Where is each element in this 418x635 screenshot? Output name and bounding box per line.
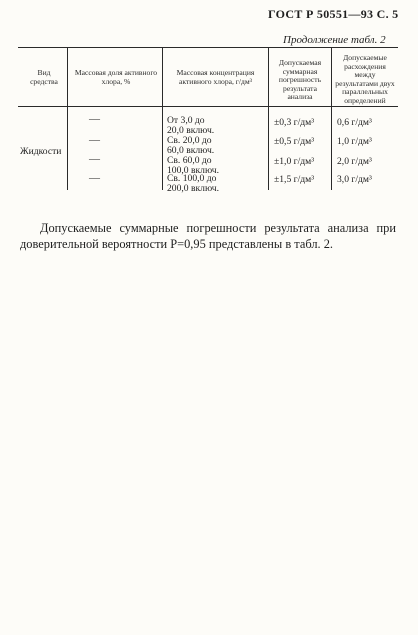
column-header-error: Допускаемая суммарная погрешность результата анализа [278, 58, 322, 102]
share-cell: — [89, 153, 100, 165]
share-cell: — [89, 113, 100, 125]
concentration-to: 20,0 включ. [167, 125, 215, 136]
concentration-from: Св. 60,0 до [167, 155, 212, 166]
column-divider [331, 47, 332, 190]
table-continuation-caption: Продолжение табл. 2 [283, 34, 386, 46]
difference-cell: 0,6 г/дм³ [337, 117, 372, 128]
column-header-difference: Допускаемые расхождения между результатами двух параллельных определений [335, 53, 395, 105]
concentration-to: 60,0 включ. [167, 145, 215, 156]
column-header-concentration: Массовая концентрация активного хлора, г/дм³ [176, 68, 255, 86]
body-paragraph: Допускаемые суммарные погрешности результата анализа при доверительной вероятности P=0,95 представлены в табл. 2. [20, 221, 396, 251]
share-cell: — [89, 172, 100, 184]
difference-cell: 2,0 г/дм³ [337, 156, 372, 167]
concentration-from: Св. 100,0 до [167, 173, 217, 184]
table-top-rule [18, 47, 398, 48]
error-cell: ±1,5 г/дм³ [274, 174, 315, 185]
concentration-from: Св. 20,0 до [167, 135, 212, 146]
column-divider [268, 47, 269, 190]
error-cell: ±1,0 г/дм³ [274, 156, 315, 167]
error-cell: ±0,5 г/дм³ [274, 136, 315, 147]
column-divider [67, 47, 68, 190]
category-label: Жидкости [20, 146, 62, 157]
difference-cell: 1,0 г/дм³ [337, 136, 372, 147]
table-header-rule [18, 106, 398, 107]
column-divider [162, 47, 163, 190]
concentration-from: От 3,0 до [167, 115, 205, 126]
concentration-to: 100,0 включ. [167, 165, 219, 176]
column-header-type: Вид средства [30, 68, 58, 86]
page-header: ГОСТ Р 50551—93 С. 5 [268, 7, 399, 21]
column-header-share: Массовая доля активного хлора, % [74, 68, 158, 86]
concentration-to: 200,0 включ. [167, 183, 219, 194]
error-cell: ±0,3 г/дм³ [274, 117, 315, 128]
share-cell: — [89, 134, 100, 146]
difference-cell: 3,0 г/дм³ [337, 174, 372, 185]
